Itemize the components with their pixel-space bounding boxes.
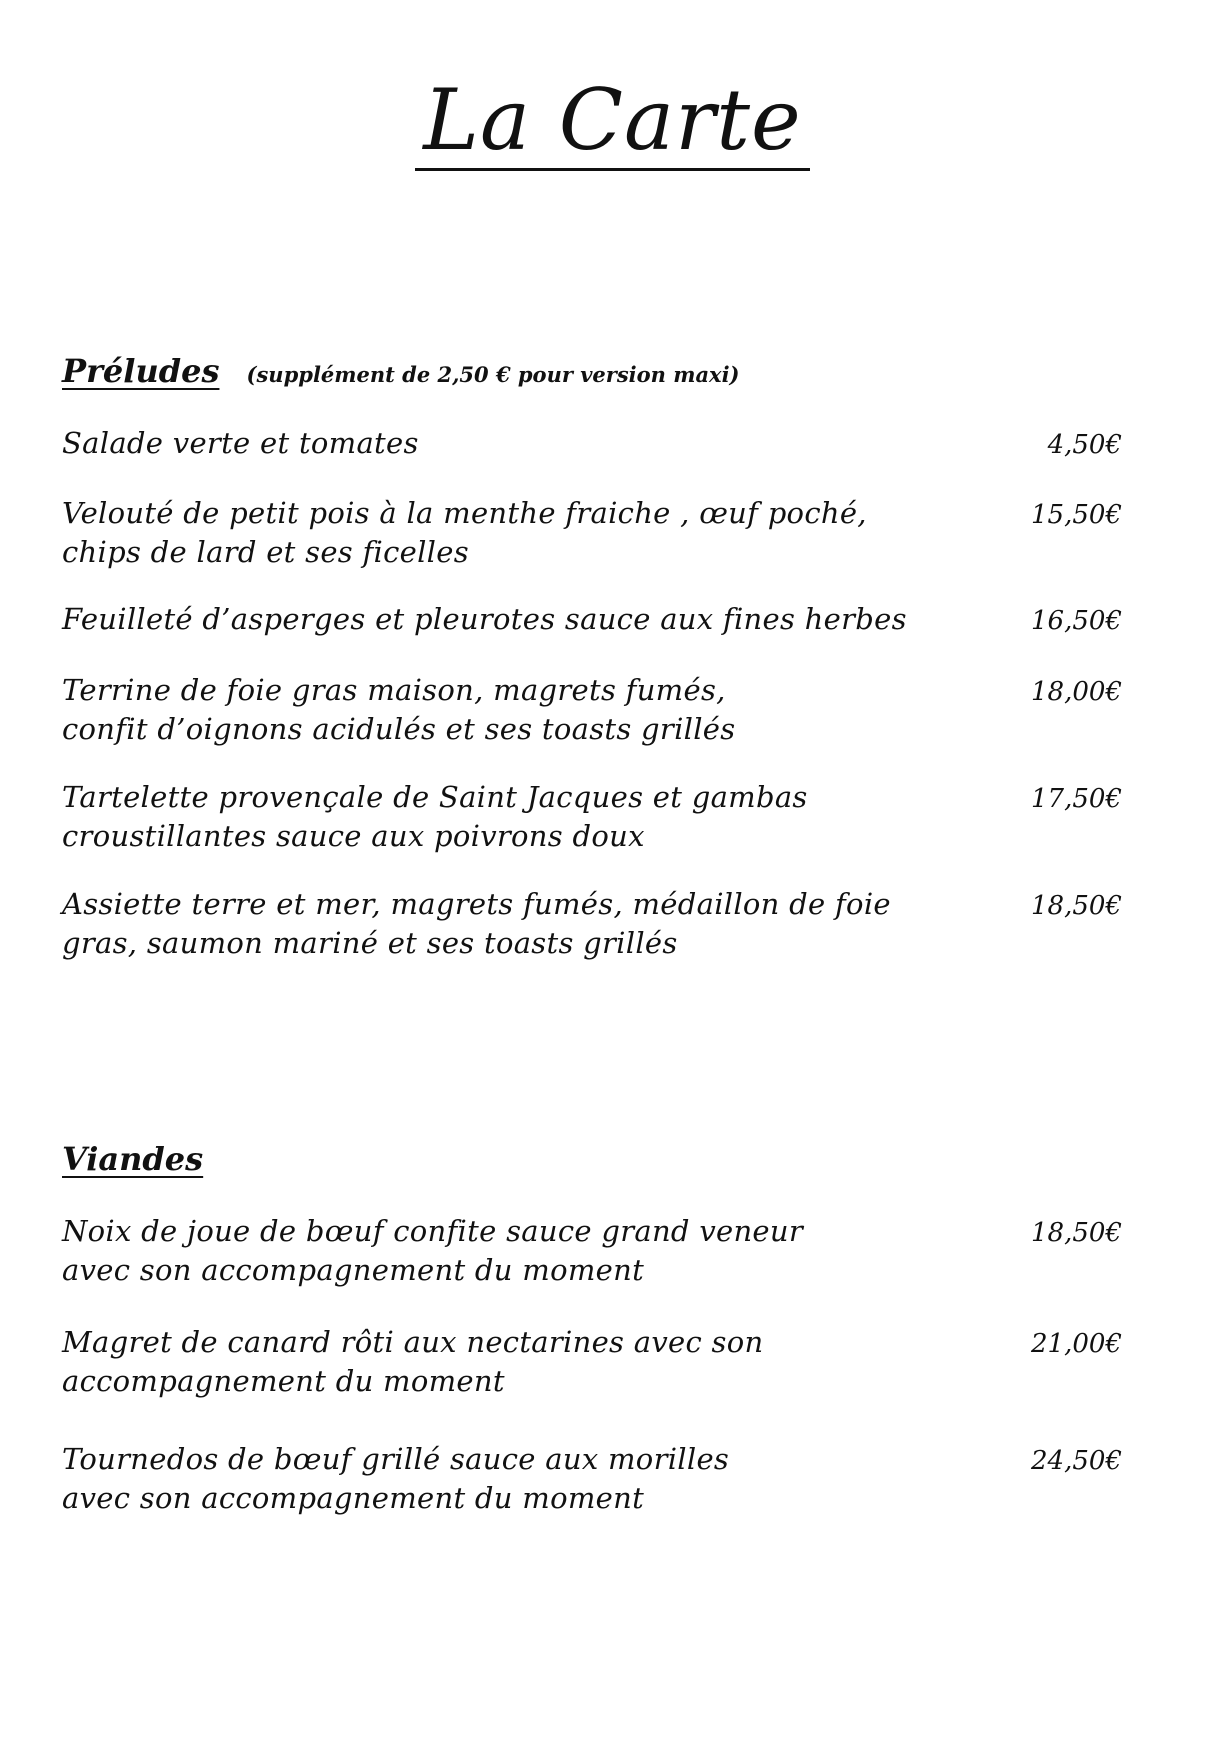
menu-item-line: Tartelette provençale de Saint Jacques et gambas (62, 780, 808, 814)
menu-item-line: Assiette terre et mer, magrets fumés, médaillon de foie (62, 887, 891, 921)
menu-item-line: Tournedos de bœuf grillé sauce aux morilles (62, 1442, 730, 1476)
menu-item-description (62, 671, 942, 749)
menu-item-price: 18,50€ (1031, 891, 1122, 921)
menu-item (62, 885, 1122, 965)
menu-item-price: 18,00€ (1031, 677, 1122, 707)
menu-item (62, 494, 1122, 574)
menu-item-line: avec son accompagnement du moment (62, 1253, 645, 1287)
menu-item-line: accompagnement du moment (62, 1364, 505, 1398)
menu-item-description (62, 424, 942, 463)
menu-item-description (62, 885, 942, 963)
menu-item-description (62, 494, 942, 572)
page-title (0, 71, 1225, 171)
page-title-text: La Carte (415, 78, 810, 171)
menu-item (62, 600, 1122, 680)
menu-item-description (62, 600, 942, 639)
menu-item-price: 15,50€ (1031, 500, 1122, 530)
menu-item-line: Velouté de petit pois à la menthe fraiche , œuf poché, (62, 496, 867, 530)
menu-item-line: gras, saumon mariné et ses toasts grillés (62, 926, 678, 960)
section-title: Préludes (62, 352, 220, 390)
menu-item-line: Feuilleté d’asperges et pleurotes sauce aux fines herbes (62, 602, 907, 636)
menu-item (62, 778, 1122, 858)
menu-item-price: 21,00€ (1031, 1329, 1122, 1359)
section-heading-viandes (62, 1140, 203, 1178)
menu-item-line: confit d’oignons acidulés et ses toasts grillés (62, 712, 736, 746)
section-note: (supplément de 2,50 € pour version maxi) (246, 362, 740, 387)
menu-item-line: Magret de canard rôti aux nectarines avec son (62, 1325, 764, 1359)
menu-item (62, 1212, 1122, 1292)
menu-item-description (62, 778, 942, 856)
menu-item-price: 16,50€ (1031, 606, 1122, 636)
menu-item-line: Noix de joue de bœuf confite sauce grand veneur (62, 1214, 804, 1248)
menu-item-description (62, 1440, 942, 1518)
menu-item (62, 671, 1122, 751)
menu-item-line: Salade verte et tomates (62, 426, 419, 460)
menu-item (62, 424, 1122, 504)
menu-item-price: 4,50€ (1047, 430, 1122, 460)
menu-item-line: avec son accompagnement du moment (62, 1481, 645, 1515)
menu-item (62, 1440, 1122, 1520)
section-heading-preludes (62, 352, 739, 390)
section-title: Viandes (62, 1140, 204, 1178)
menu-item-line: Terrine de foie gras maison, magrets fumés, (62, 673, 726, 707)
menu-item-line: croustillantes sauce aux poivrons doux (62, 819, 645, 853)
menu-item-description (62, 1323, 942, 1401)
menu-item-line: chips de lard et ses ficelles (62, 535, 469, 569)
menu-item (62, 1323, 1122, 1403)
menu-item-price: 18,50€ (1031, 1218, 1122, 1248)
menu-item-price: 17,50€ (1031, 784, 1122, 814)
menu-item-price: 24,50€ (1031, 1446, 1122, 1476)
menu-item-description (62, 1212, 942, 1290)
